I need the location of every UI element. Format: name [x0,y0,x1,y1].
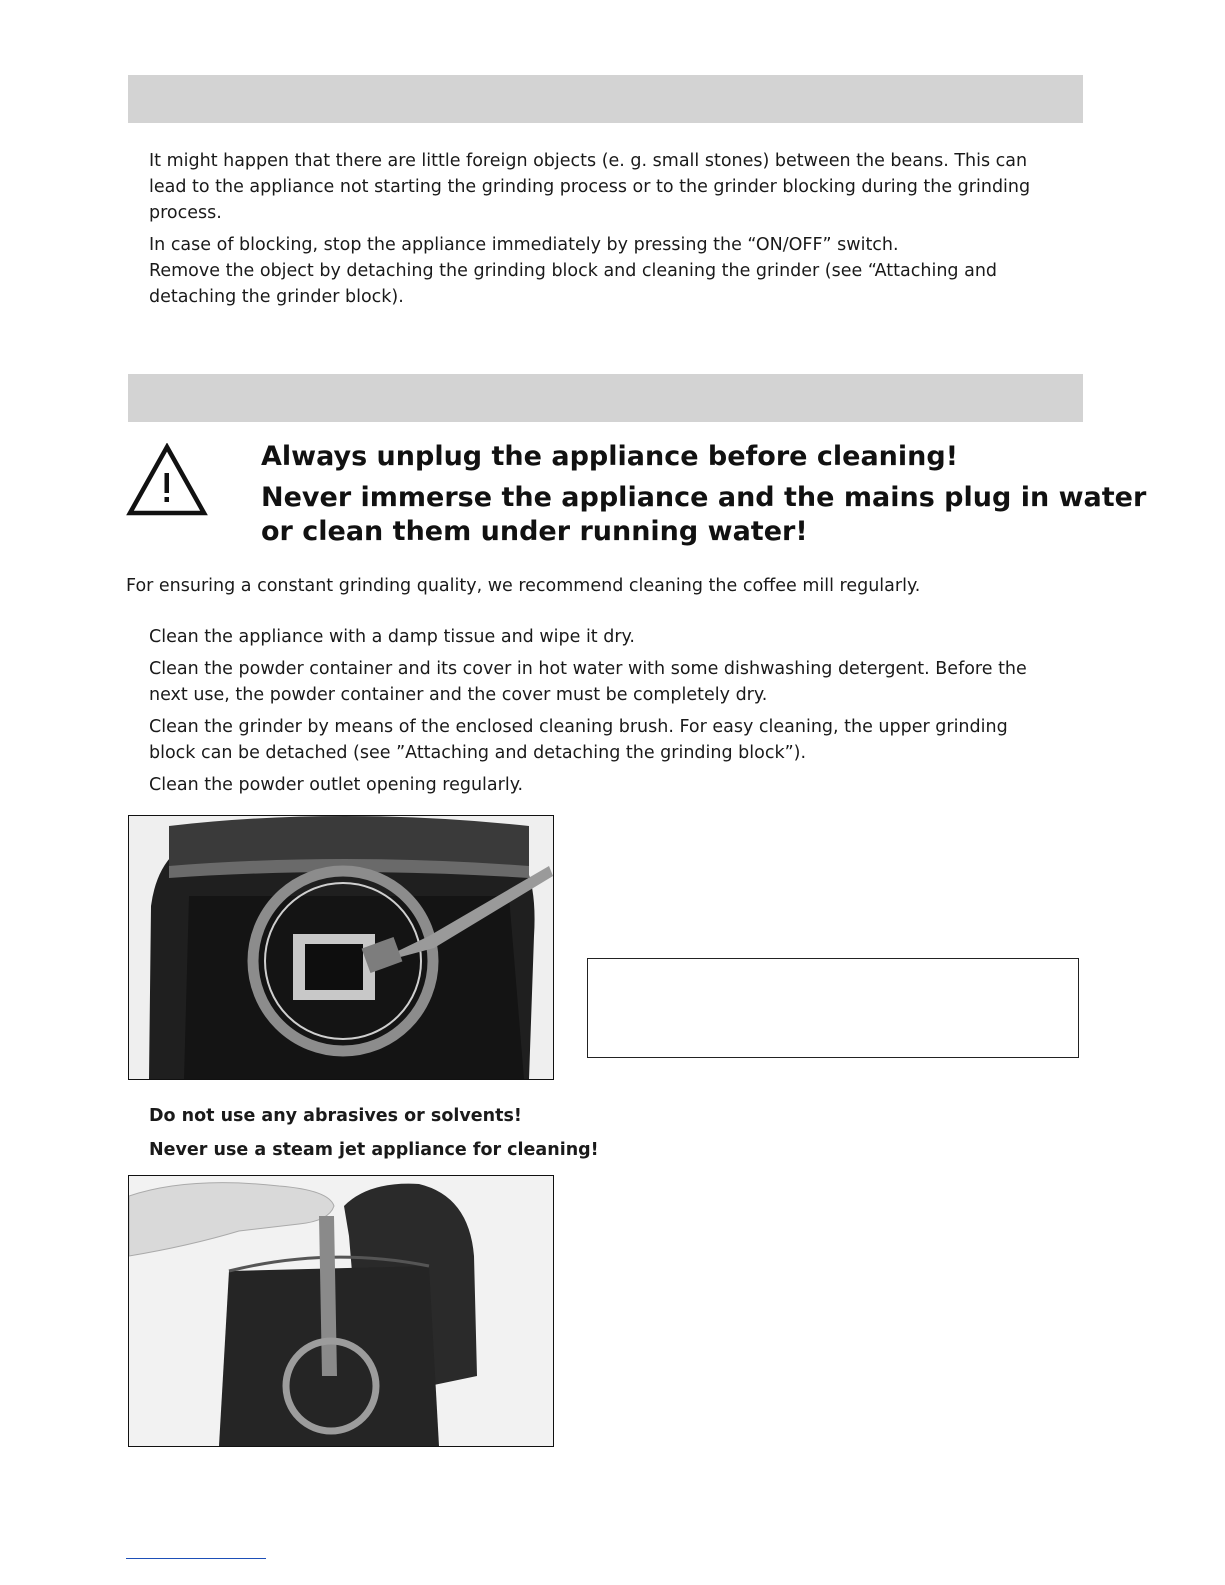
cleaning-step: Clean the grinder by means of the enclosed cleaning brush. For easy cleaning, the upper grinding block can be detached (see ”Attaching and detaching the grinding block”). [149,717,1008,763]
warning-immerse-line1: Never immerse the appliance and the mains plug in water [261,482,1147,513]
powder-container-photo [128,1175,554,1447]
cleaning-step: Clean the powder outlet opening regularly. [149,775,524,795]
blocking-paragraph: It might happen that there are little foreign objects (e. g. small stones) between the beans. This can lead to the appliance not starting the grinding process or to the grinder blocking during the grinding process. [149,151,1031,223]
cleaning-step: Clean the powder container and its cover in hot water with some dishwashing detergent. Before the next use, the powder container and the cover must be completely dry. [149,659,1027,705]
warning-triangle-icon [126,443,208,517]
note-box [587,958,1079,1058]
warning-unplug: Always unplug the appliance before cleaning! [261,441,959,472]
cleaning-header-bar [128,374,1083,422]
section-header-bar [128,75,1083,123]
cleaning-step: Clean the appliance with a damp tissue and wipe it dry. [149,627,635,647]
caution-steam-jet: Never use a steam jet appliance for cleaning! [149,1140,599,1160]
grinder-outlet-photo [128,815,554,1080]
blocking-instruction-1: In case of blocking, stop the appliance immediately by pressing the “ON/OFF” switch. [149,235,899,255]
caution-abrasives: Do not use any abrasives or solvents! [149,1106,522,1126]
warning-immerse-line2: or clean them under running water! [261,516,808,547]
footer-rule [126,1558,266,1559]
blocking-instruction-2: Remove the object by detaching the grinding block and cleaning the grinder (see “Attaching and detaching the grinder block). [149,261,998,307]
cleaning-intro: For ensuring a constant grinding quality, we recommend cleaning the coffee mill regularly. [126,576,921,596]
